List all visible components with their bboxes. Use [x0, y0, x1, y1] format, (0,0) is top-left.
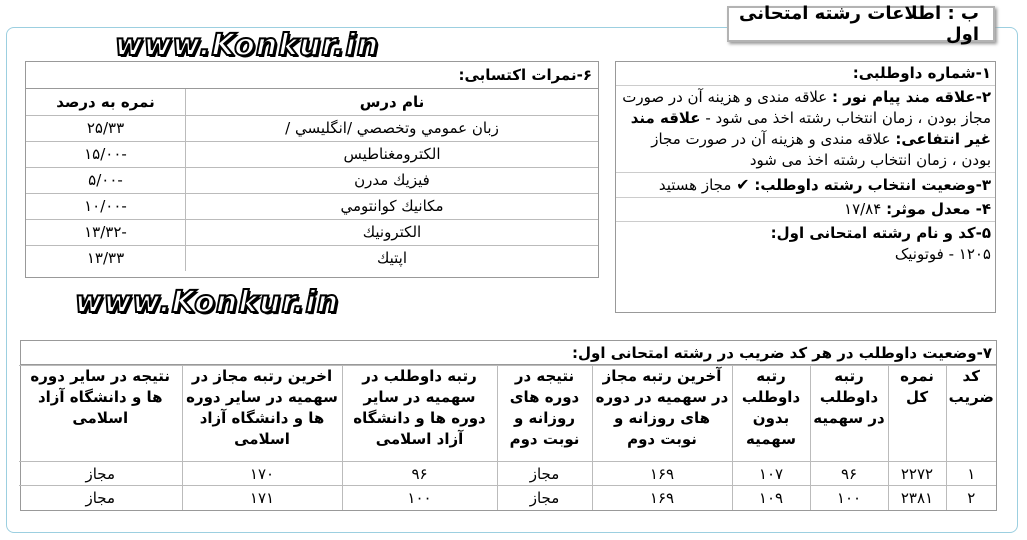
candidate-number-label: ۱-شماره داوطلبی: [852, 64, 991, 82]
course-name: مكانيك كوانتومي [185, 193, 598, 219]
info-gpa [616, 198, 995, 222]
grades-title: ۶-نمرات اکتسابی: [26, 62, 598, 89]
course-percent: -۱۳/۳۲ [26, 219, 185, 245]
table-row [26, 115, 598, 141]
table-row [26, 167, 598, 193]
info-selection-status [616, 173, 995, 198]
table-cell: ۱۰۷ [732, 462, 810, 486]
watermark-middle: www.Konkur.in [75, 285, 340, 320]
table-row [26, 193, 598, 219]
info-candidate-number [616, 62, 995, 86]
table-cell: مجاز [497, 462, 592, 486]
non-profit-label: علاقه مند غیر انتفاعی: [630, 109, 991, 148]
col-header: کد ضریب [946, 366, 996, 462]
non-profit-text: علاقه مندی و هزینه آن در صورت مجاز بودن ، زمان انتخاب رشته اخذ می شود [651, 130, 991, 169]
table-row [19, 486, 996, 510]
field-value: ۱۲۰۵ - فوتونیک [894, 245, 991, 263]
table-cell: ۲۳۸۱ [888, 486, 946, 510]
payame-noor-text: علاقه مندی و هزینه آن در صورت مجاز بودن ، زمان انتخاب رشته اخذ می شود - [622, 88, 991, 127]
info-field [616, 222, 995, 266]
grades-table [26, 89, 598, 271]
table-cell: ۱۰۹ [732, 486, 810, 510]
gpa-value: ۱۷/۸۴ [844, 200, 882, 218]
status-table [19, 365, 996, 510]
info-panel [615, 61, 996, 313]
watermark-top: www.Konkur.in [115, 28, 380, 63]
table-row [19, 462, 996, 486]
table-cell: ۲ [946, 486, 996, 510]
table-cell: ۱۶۹ [592, 486, 732, 510]
table-cell: مجاز [19, 462, 182, 486]
table-row [26, 245, 598, 271]
status-panel [20, 340, 997, 511]
course-name: الكترومغناطيس [185, 141, 598, 167]
table-row [26, 141, 598, 167]
col-header: نتیجه در سایر دوره ها و دانشگاه آزاد اسلامی [19, 366, 182, 462]
course-percent: -۵/۰۰ [26, 167, 185, 193]
col-header: آخرین رتبه مجاز در سهمیه در دوره های روزانه و نوبت دوم [592, 366, 732, 462]
col-header: رتبه داوطلب بدون سهمیه [732, 366, 810, 462]
checkmark-icon: ✔ [736, 175, 750, 194]
payame-noor-label: ۲-علاقه مند پیام نور : [832, 88, 991, 106]
course-percent: ۲۵/۳۳ [26, 115, 185, 141]
course-percent: -۱۵/۰۰ [26, 141, 185, 167]
course-percent: ۱۳/۳۳ [26, 245, 185, 271]
table-cell: ۱۰۰ [810, 486, 888, 510]
table-cell: مجاز [497, 486, 592, 510]
col-header: رتبه داوطلب در سهمیه [810, 366, 888, 462]
section-header: ب : اطلاعات رشته امتحانی اول [727, 6, 995, 42]
status-title: ۷-وضعیت داوطلب در هر کد ضریب در رشته امتحانی اول: [21, 341, 996, 365]
course-name: زبان عمومي وتخصصي /انگليسي / [185, 115, 598, 141]
table-cell: ۱۷۰ [182, 462, 342, 486]
gpa-label: ۴- معدل موثر: [886, 200, 991, 218]
status-header-row [19, 366, 996, 462]
field-label: ۵-کد و نام رشته امتحانی اول: [770, 224, 991, 242]
course-name: فيزيك مدرن [185, 167, 598, 193]
grades-header-row [26, 89, 598, 115]
course-percent: -۱۰/۰۰ [26, 193, 185, 219]
course-name: الكترونيك [185, 219, 598, 245]
table-cell: ۱۷۱ [182, 486, 342, 510]
grades-panel [25, 61, 599, 278]
course-name: اپتيك [185, 245, 598, 271]
table-cell: ۱ [946, 462, 996, 486]
col-header: رتبه داوطلب در سهمیه در سایر دوره ها و دانشگاه آزاد اسلامی [342, 366, 497, 462]
col-header: اخرین رتبه مجاز در سهمیه در سایر دوره ها و دانشگاه آزاد اسلامی [182, 366, 342, 462]
info-interest [616, 86, 995, 173]
table-row [26, 219, 598, 245]
table-cell: ۹۶ [342, 462, 497, 486]
table-cell: مجاز [19, 486, 182, 510]
table-cell: ۹۶ [810, 462, 888, 486]
selection-status-value: مجاز هستید [658, 176, 732, 194]
table-cell: ۲۲۷۲ [888, 462, 946, 486]
col-header: نمره کل [888, 366, 946, 462]
col-percent-header: نمره به درصد [26, 89, 185, 115]
selection-status-label: ۳-وضعیت انتخاب رشته داوطلب: [754, 176, 991, 194]
table-cell: ۱۰۰ [342, 486, 497, 510]
table-cell: ۱۶۹ [592, 462, 732, 486]
col-course-header: نام درس [185, 89, 598, 115]
col-header: نتیجه در دوره های روزانه و نوبت دوم [497, 366, 592, 462]
